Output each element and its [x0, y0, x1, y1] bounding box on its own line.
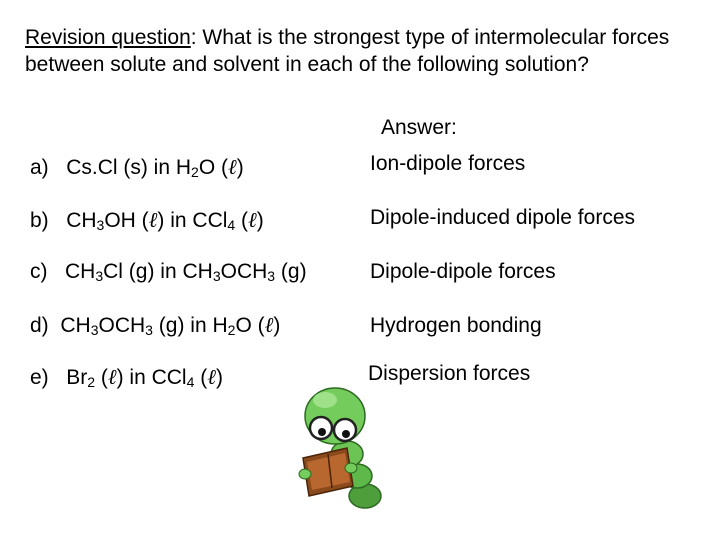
item-a: a) Cs.Cl (s) in $H_2O$ (ℓ) [30, 155, 244, 180]
item-c: c) $CH_3Cl$ (g) in $CH_3OCH_3$ (g) [30, 260, 307, 284]
question-label: Revision question [25, 26, 191, 49]
question-text: : What is the strongest type of intermolecular forces between solute and solvent in each of the following solution? [25, 26, 670, 76]
liquid-symbol: ℓ [207, 365, 216, 389]
liquid-symbol: ℓ [264, 313, 274, 337]
answer-b: Dipole-induced dipole forces [370, 206, 635, 229]
liquid-symbol: ℓ [148, 208, 158, 232]
answer-d: Hydrogen bonding [370, 314, 542, 337]
answer-title: Answer: [381, 116, 457, 139]
answer-c: Dipole-dipole forces [370, 260, 556, 283]
liquid-symbol: ℓ [107, 365, 117, 389]
liquid-symbol: ℓ [248, 208, 257, 232]
answer-a: Ion-dipole forces [370, 152, 526, 175]
item-b: b) $CH_3OH$ (ℓ) in CCl$_4$ (ℓ) [30, 208, 264, 233]
item-c-label: c) [30, 260, 48, 283]
item-a-label: a) [30, 156, 49, 179]
liquid-symbol: ℓ [228, 155, 237, 179]
item-e-label: e) [30, 366, 49, 389]
item-d: d) $CH_3OCH_3$ (g) in $H_2O$ (ℓ) [30, 313, 281, 338]
item-e: e) $Br_2$ (ℓ) in CCl$_4$ (ℓ) [30, 365, 223, 390]
reading-worm-icon [295, 378, 405, 518]
question-heading [25, 24, 705, 78]
item-d-label: d) [30, 314, 49, 337]
item-b-label: b) [30, 209, 49, 232]
answer-e: Dispersion forces [368, 362, 531, 385]
